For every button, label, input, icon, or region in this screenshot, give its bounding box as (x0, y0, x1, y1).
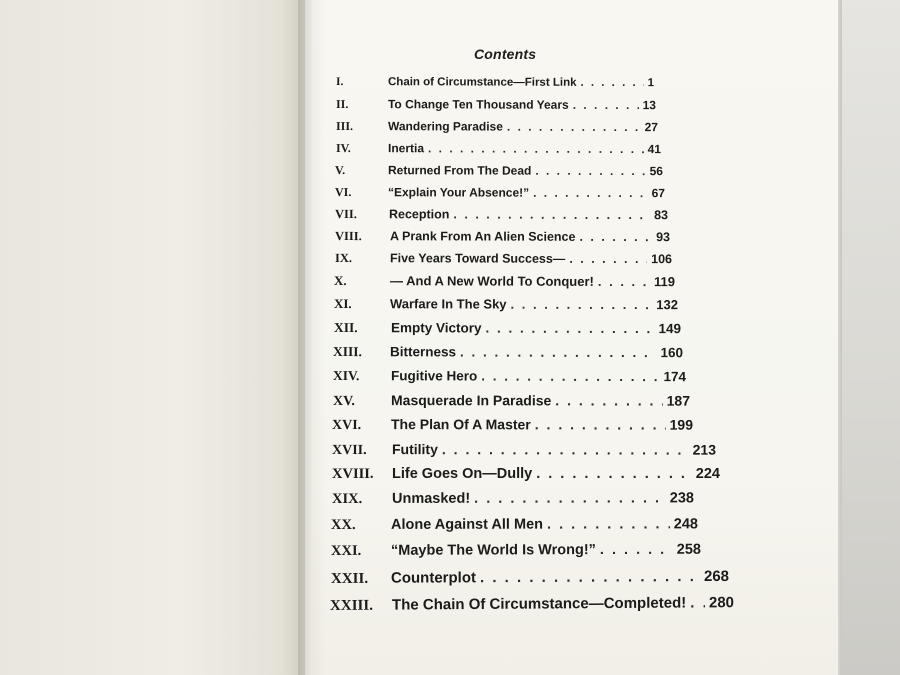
chapter-title: Inertia (387, 141, 425, 156)
dot-leader (555, 392, 662, 408)
page-number: 224 (695, 466, 720, 482)
toc-entry (336, 76, 654, 89)
chapter-number: XXII. (330, 570, 369, 587)
page-number: 213 (692, 441, 717, 458)
chapter-title: Wandering Paradise (387, 119, 503, 134)
dot-leader (690, 594, 705, 611)
chapter-number: V. (334, 163, 346, 178)
toc-entry (330, 594, 734, 615)
toc-entry (331, 542, 701, 560)
page-number: 13 (642, 98, 657, 113)
dot-leader (569, 252, 647, 266)
page-number: 160 (660, 345, 684, 361)
chapter-title: Chain of Circumstance—First Link (387, 76, 577, 89)
dot-leader (533, 186, 648, 200)
chapter-number: III. (335, 119, 354, 134)
toc-entry (334, 273, 675, 290)
toc-entry (332, 466, 720, 483)
toc-entry (333, 344, 683, 361)
dot-leader (453, 207, 650, 222)
chapter-title: To Change Ten Thousand Years (387, 97, 569, 112)
chapter-title: Unmasked! (391, 490, 471, 507)
page-number: 238 (669, 490, 695, 507)
toc-entry (336, 119, 658, 135)
chapter-title: Alone Against All Men (390, 516, 544, 533)
page-number: 1 (647, 77, 655, 90)
chapter-title: Futility (391, 441, 438, 458)
page-number: 149 (658, 321, 682, 337)
toc-entry (336, 141, 661, 157)
chapter-title: Reception (388, 207, 450, 222)
chapter-number: VIII. (334, 229, 362, 244)
dot-leader (580, 77, 643, 89)
toc-entry (335, 229, 670, 245)
chapter-title: “Explain Your Absence!” (387, 185, 530, 200)
chapter-number: XVI. (331, 418, 362, 434)
dot-leader (535, 164, 645, 178)
chapter-title: Five Years Toward Success— (389, 251, 566, 266)
dot-leader (573, 98, 639, 112)
dot-leader (460, 344, 656, 360)
toc-entry (336, 97, 656, 113)
contents-title: Contents (474, 46, 537, 62)
toc-entry (333, 392, 690, 411)
chapter-number: XVIII. (332, 466, 374, 482)
chapter-number: IV. (335, 141, 351, 156)
chapter-number: XI. (333, 296, 352, 312)
page-number: 132 (656, 297, 679, 313)
dot-leader (579, 230, 652, 244)
dot-leader (428, 141, 644, 156)
dot-leader (535, 416, 666, 432)
chapter-number: XIX. (331, 490, 363, 507)
chapter-number: XX. (330, 516, 356, 533)
toc-entry (334, 320, 681, 337)
page-number: 93 (656, 230, 671, 245)
chapter-number: XII. (333, 320, 358, 336)
chapter-number: XIII. (332, 344, 362, 360)
dot-leader (507, 120, 641, 134)
dot-leader (598, 274, 650, 289)
chapter-title: The Plan Of A Master (390, 416, 531, 433)
page-number: 268 (703, 567, 730, 586)
chapter-number: XXIII. (329, 597, 373, 614)
chapter-title: Empty Victory (390, 320, 482, 336)
toc-entry (332, 416, 693, 435)
toc-entry (335, 207, 668, 223)
chapter-number: II. (335, 97, 349, 112)
dot-leader (474, 490, 666, 506)
dot-leader (442, 441, 689, 457)
chapter-title: Bitterness (389, 344, 457, 360)
toc-entry (334, 296, 678, 313)
chapter-number: XXI. (330, 542, 362, 559)
page-number: 199 (669, 416, 694, 433)
toc-entry (331, 568, 729, 588)
dot-leader (480, 568, 700, 586)
toc-entry (335, 185, 665, 201)
toc-entry (333, 368, 686, 385)
page-number: 248 (673, 516, 699, 533)
page-number: 67 (651, 186, 666, 201)
chapter-title: “Maybe The World Is Wrong!” (390, 542, 596, 559)
page-number: 83 (654, 208, 669, 223)
page-number: 27 (644, 120, 659, 135)
toc-entry (332, 490, 694, 508)
chapter-number: XVII. (331, 443, 367, 459)
chapter-number: IX. (334, 251, 353, 266)
chapter-number: XIV. (332, 368, 360, 384)
page-number: 56 (649, 164, 664, 179)
page-number: 119 (653, 274, 676, 290)
chapter-number: VI. (334, 185, 352, 200)
dot-leader (536, 466, 692, 482)
chapter-title: The Chain Of Circumstance—Completed! (391, 594, 687, 614)
chapter-number: VII. (334, 207, 357, 222)
toc-entry (332, 441, 716, 460)
toc-entry (335, 251, 672, 267)
chapter-title: Life Goes On—Dully (392, 466, 533, 482)
page-number: 41 (647, 142, 662, 157)
chapter-title: Returned From The Dead (387, 163, 532, 178)
dot-leader (481, 369, 659, 385)
page-number: 106 (651, 252, 673, 267)
toc-entry (335, 163, 663, 179)
chapter-number: I. (335, 76, 344, 89)
chapter-title: Masquerade In Paradise (390, 392, 552, 409)
toc-entry (331, 516, 698, 534)
chapter-title: Counterplot (390, 569, 477, 587)
chapter-number: XV. (332, 394, 355, 410)
page-number: 280 (708, 594, 735, 612)
dot-leader (600, 542, 673, 558)
page-number: 187 (666, 392, 691, 409)
dot-leader (547, 516, 670, 532)
chapter-title: Warfare In The Sky (389, 296, 507, 312)
chapter-title: Fugitive Hero (390, 368, 478, 384)
chapter-title: — And A New World To Conquer! (389, 273, 594, 289)
dot-leader (511, 297, 653, 312)
chapter-number: X. (333, 273, 347, 289)
page-number: 258 (676, 541, 702, 558)
page-number: 174 (663, 369, 687, 385)
dot-leader (486, 321, 655, 337)
chapter-title: A Prank From An Alien Science (389, 229, 576, 244)
